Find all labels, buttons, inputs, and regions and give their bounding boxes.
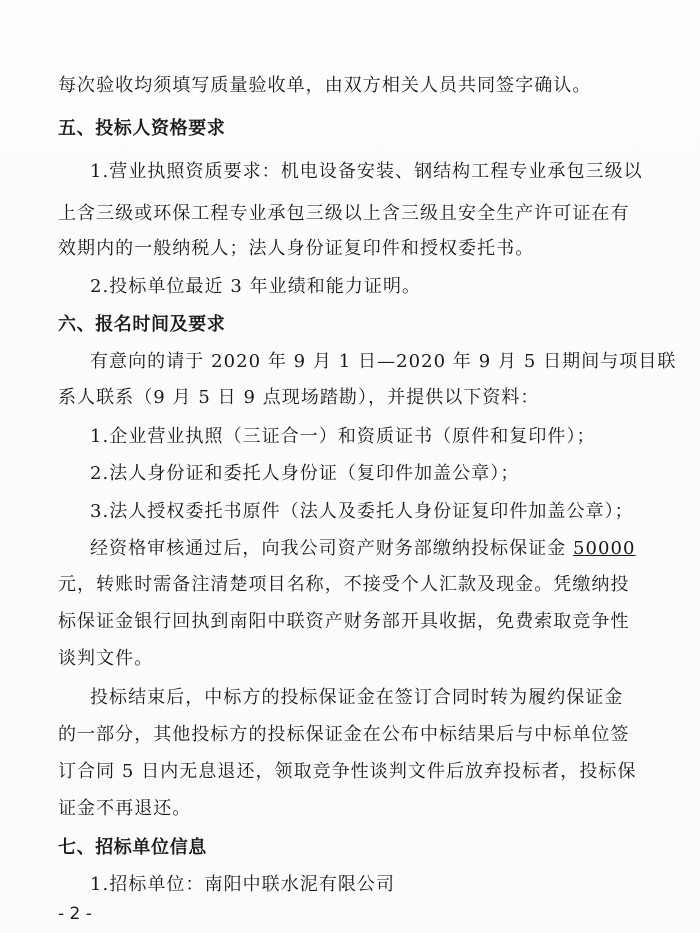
paragraph-line: 的一部分，其他投标方的投标保证金在公布中标结果后与中标单位签 xyxy=(58,724,630,745)
paragraph-line: 效期内的一般纳税人；法人身份证复印件和授权委托书。 xyxy=(58,238,535,259)
list-item: 1.企业营业执照（三证合一）和资质证书（原件和复印件）； xyxy=(90,426,596,447)
paragraph-line: 证金不再退还。 xyxy=(58,798,192,819)
paragraph-line xyxy=(90,537,636,561)
list-item: 1.招标单位：南阳中联水泥有限公司 xyxy=(90,874,396,895)
paragraph-text: 经资格审核通过后，向我公司资产财务部缴纳投标保证金 xyxy=(90,538,574,559)
paragraph-line: 订合同 5 日内无息退还，领取竞争性谈判文件后放弃投标者，投标保 xyxy=(58,761,637,782)
list-item: 2.法人身份证和委托人身份证（复印件加盖公章）； xyxy=(90,463,520,484)
section-heading-7: 七、招标单位信息 xyxy=(58,837,207,858)
list-item: 3.法人授权委托书原件（法人及委托人身份证复印件加盖公章）； xyxy=(90,501,634,522)
deposit-amount: 50000 xyxy=(573,538,636,559)
paragraph-line: 1.营业执照资质要求：机电设备安装、钢结构工程专业承包三级以 xyxy=(90,161,643,182)
paragraph-line: 每次验收均须填写质量验收单，由双方相关人员共同签字确认。 xyxy=(58,75,592,96)
section-heading-5: 五、投标人资格要求 xyxy=(58,118,226,139)
paragraph-line: 投标结束后，中标方的投标保证金在签订合同时转为履约保证金 xyxy=(90,687,624,708)
paragraph-line: 上含三级或环保工程专业承包三级以上含三级且安全生产许可证在有 xyxy=(58,203,630,224)
paragraph-line: 谈判文件。 xyxy=(58,648,154,669)
paragraph-line: 标保证金银行回执到南阳中联资产财务部开具收据，免费索取竞争性 xyxy=(58,611,630,632)
section-heading-6: 六、报名时间及要求 xyxy=(58,314,226,335)
paragraph-line: 有意向的请于 2020 年 9 月 1 日—2020 年 9 月 5 日期间与项目联 xyxy=(90,351,677,372)
paragraph-line: 2.投标单位最近 3 年业绩和能力证明。 xyxy=(90,276,422,297)
paragraph-line: 元，转账时需备注清楚项目名称，不接受个人汇款及现金。凭缴纳投 xyxy=(58,574,630,595)
page-number: - 2 - xyxy=(58,904,92,924)
paragraph-line: 系人联系（9 月 5 日 9 点现场踏勘），并提供以下资料： xyxy=(58,387,540,408)
